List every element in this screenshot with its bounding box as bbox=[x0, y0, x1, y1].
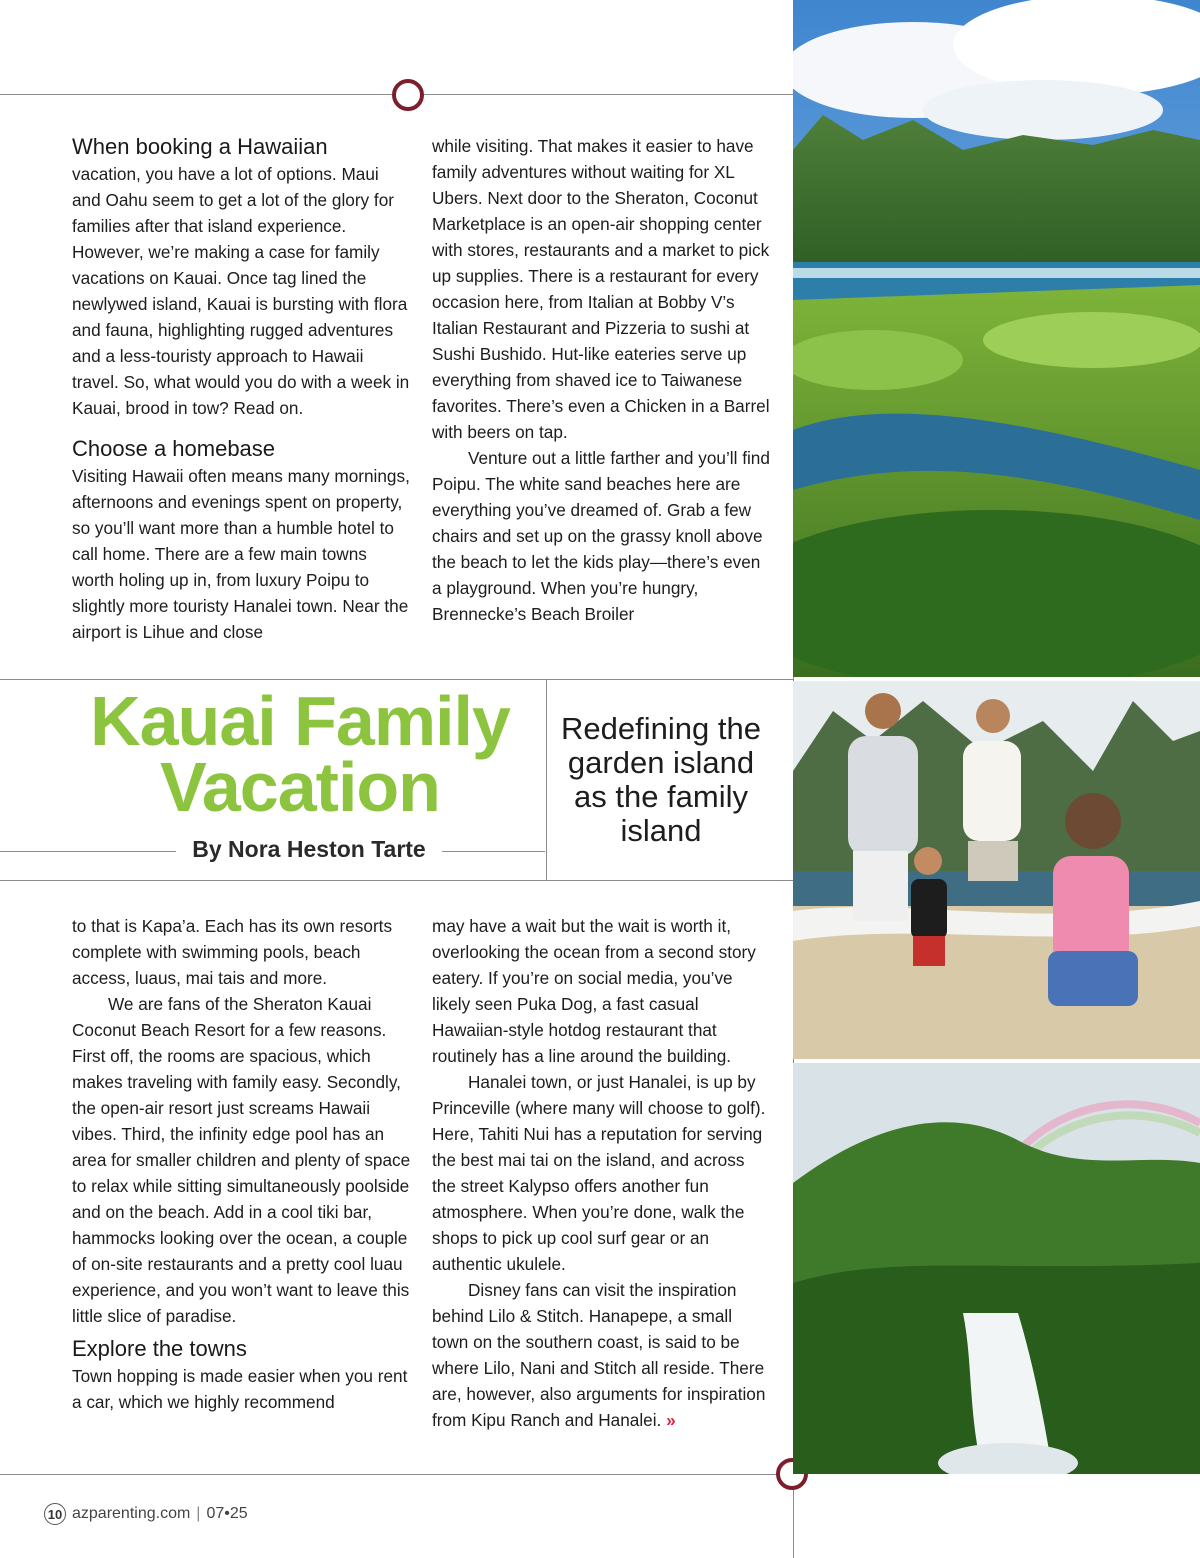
lead-paragraph: vacation, you have a lot of options. Maui and Oahu seem to get a lot of the glory for families after that island experience. However, we’re making a case for family vacations on Kauai. Once tag lined the newlywed island, Kauai is bursting with flora and fauna, highlighting rugged adventures and a less-touristy approach to Hawaii travel. So, what would you do with a week in Kauai, brood in tow? Read on. bbox=[72, 164, 410, 418]
bottom-left-column bbox=[72, 913, 412, 1415]
hanalei-valley-illustration bbox=[793, 0, 1200, 677]
deck-subtitle: Redefining the garden island as the family island bbox=[561, 711, 761, 848]
family-beach-illustration bbox=[793, 681, 1200, 1059]
lead-heading: When booking a Hawaiian bbox=[72, 134, 328, 159]
footer-separator: | bbox=[196, 1505, 201, 1522]
paragraph: may have a wait but the wait is worth it, overlooking the ocean from a second story eatery. If you’re on social media, you’ve likely seen Puka Dog, a fast casual Hawaiian-style hotdog restaurant that routinely has a line around the building. bbox=[432, 916, 756, 1066]
page-footer bbox=[44, 1503, 248, 1525]
top-ring-ornament bbox=[392, 79, 424, 111]
bottom-right-column bbox=[432, 913, 772, 1433]
title-band-bottom-rule bbox=[0, 880, 793, 881]
paragraph: Venture out a little farther and you’ll find Poipu. The white sand beaches here are everything you’ve dreamed of. Grab a few chairs and set up on the grassy knoll above the beach to let the kids play—there’s even a playground. When you’re hungry, Brennecke’s Beach Broiler bbox=[432, 448, 770, 624]
waterfall-illustration bbox=[793, 1063, 1200, 1474]
paragraph: to that is Kapa’a. Each has its own resorts complete with swimming pools, beach access, luaus, mai tais and more. bbox=[72, 916, 393, 988]
title-line: Kauai Family bbox=[90, 682, 510, 760]
paragraph: Hanalei town, or just Hanalei, is up by Princeville (where many will choose to golf). Here, Tahiti Nui has a reputation for serving the best mai tai on the island, and across the street Kalypso offers another fun atmosphere. When you’re done, walk the shops to pick up cool surf gear or an authentic ukulele. bbox=[432, 1072, 766, 1274]
continue-arrow-icon: » bbox=[666, 1410, 676, 1430]
paragraph bbox=[432, 1277, 772, 1433]
hanalei-valley-photo bbox=[793, 0, 1200, 677]
paragraph: while visiting. That makes it easier to have family adventures without waiting for XL Ubers. Next door to the Sheraton, Coconut Marketplace is an open-air shopping center with stores, restaurants and a market to pick up supplies. There is a restaurant for every occasion here, from Italian at Bobby V’s Italian Restaurant and Pizzeria to sushi at Sushi Bushido. Hut-like eateries serve up everything from shaved ice to Taiwanese favorites. There’s even a Chicken in a Barrel with beers on tap. bbox=[432, 136, 770, 442]
subhead-explore: Explore the towns bbox=[72, 1336, 247, 1361]
bottom-rule bbox=[0, 1474, 793, 1475]
title-line: Vacation bbox=[160, 748, 440, 826]
top-left-column bbox=[72, 133, 412, 645]
subhead-homebase: Choose a homebase bbox=[72, 436, 276, 461]
page-number: 10 bbox=[44, 1503, 66, 1525]
family-on-beach-photo bbox=[793, 681, 1200, 1059]
byline: By Nora Heston Tarte bbox=[176, 836, 442, 863]
title-band-top-rule bbox=[0, 679, 793, 680]
paragraph: Town hopping is made easier when you rent a car, which we highly recommend bbox=[72, 1366, 408, 1412]
issue-date: 07•25 bbox=[206, 1505, 248, 1522]
top-right-column bbox=[432, 133, 772, 627]
homebase-paragraph: Visiting Hawaii often means many mornings, afternoons and evenings spent on property, so you’ll want more than a humble hotel to call home. There are a few main towns worth holing up in, from luxury Poipu to slightly more touristy Hanalei town. Near the airport is Lihue and close bbox=[72, 466, 410, 642]
waterfall-photo bbox=[793, 1063, 1200, 1474]
paragraph: We are fans of the Sheraton Kauai Coconut Beach Resort for a few reasons. First off, the rooms are spacious, which makes traveling with family easy. Secondly, the open-air resort just screams Hawaii vibes. Third, the infinity edge pool has an area for smaller children and plenty of space to relax while sitting simultaneously poolside and on the beach. Add in a cool tiki bar, hammocks looking over the ocean, a couple of on-site restaurants and a pretty cool luau experience, and you won’t want to leave this little slice of paradise. bbox=[72, 994, 411, 1326]
paragraph-text: Disney fans can visit the inspiration behind Lilo & Stitch. Hanapepe, a small town on the southern coast, is said to be where Lilo, Nani and Stitch all reside. There are, however, also arguments for inspiration from Kipu Ranch and Hanalei. bbox=[432, 1280, 766, 1430]
site-name: azparenting.com bbox=[72, 1505, 191, 1522]
article-title bbox=[20, 682, 580, 826]
